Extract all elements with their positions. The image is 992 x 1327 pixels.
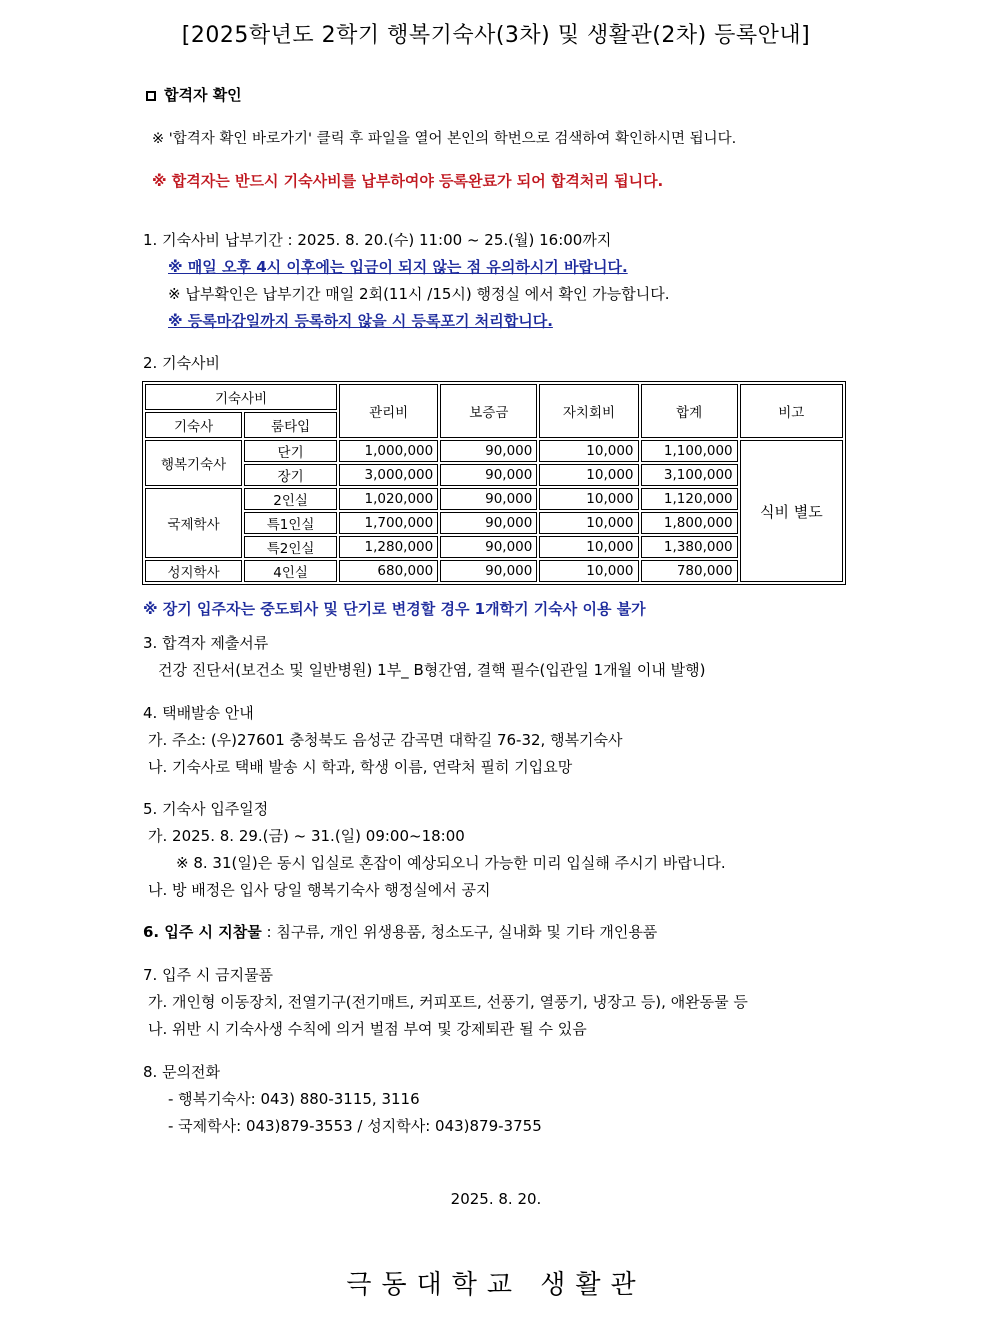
council-cell: 10,000 xyxy=(539,512,638,534)
sec5-line3: 나. 방 배정은 입사 당일 행복기숙사 행정실에서 공지 xyxy=(148,881,491,899)
dorm-cell: 성지학사 xyxy=(145,560,242,582)
check-note-1: ※ '합격자 확인 바로가기' 클릭 후 파일을 열어 본인의 학번으로 검색하여 확인하시면 됩니다. xyxy=(152,131,737,147)
notice-date: 2025. 8. 20. xyxy=(450,1190,542,1208)
total-cell: 780,000 xyxy=(641,560,738,582)
deposit-cell: 90,000 xyxy=(440,536,537,558)
header-note: 비고 xyxy=(740,384,843,438)
sec2-footnote: ※ 장기 입주자는 중도퇴사 및 단기로 변경할 경우 1개학기 기숙사 이용 불가 xyxy=(143,600,646,618)
mgmt-cell: 1,020,000 xyxy=(339,488,438,510)
council-cell: 10,000 xyxy=(539,560,638,582)
dorm-fee-table xyxy=(142,381,846,585)
page-title: [2025학년도 2학기 행복기숙사(3차) 및 생활관(2차) 등록안내] xyxy=(181,23,811,48)
sec7-line2: 나. 위반 시 기숙사생 수칙에 의거 벌점 부여 및 강제퇴관 될 수 있음 xyxy=(148,1020,587,1038)
sec5-line1: 가. 2025. 8. 29.(금) ~ 31.(일) 09:00~18:00 xyxy=(148,827,465,845)
sec2-heading: 2. 기숙사비 xyxy=(143,354,221,372)
total-cell: 1,380,000 xyxy=(641,536,738,558)
mgmt-cell: 1,700,000 xyxy=(339,512,438,534)
sec1-line3: ※ 등록마감일까지 등록하지 않을 시 등록포기 처리합니다. xyxy=(168,312,553,330)
table-row xyxy=(145,464,843,486)
dorm-cell: 국제학사 xyxy=(145,488,242,558)
room-cell: 특1인실 xyxy=(244,512,337,534)
dorm-cell: 행복기숙사 xyxy=(145,440,242,486)
sec1-line1: ※ 매일 오후 4시 이후에는 입금이 되지 않는 점 유의하시기 바랍니다. xyxy=(168,258,628,276)
total-cell: 1,800,000 xyxy=(641,512,738,534)
total-cell: 1,120,000 xyxy=(641,488,738,510)
checkbox-square-icon xyxy=(146,91,156,101)
table-row xyxy=(145,536,843,558)
room-cell: 장기 xyxy=(244,464,337,486)
deposit-cell: 90,000 xyxy=(440,440,537,462)
sec3-line1: 건강 진단서(보건소 및 일반병원) 1부_ B형간염, 결핵 필수(입관일 1개월 이내 발행) xyxy=(158,661,706,679)
sec6-text: : 침구류, 개인 위생용품, 청소도구, 실내화 및 기타 개인용품 xyxy=(261,923,658,941)
check-heading-text: 합격자 확인 xyxy=(164,86,242,104)
table-header-row xyxy=(145,384,843,410)
check-note-2: ※ 합격자는 반드시 기숙사비를 납부하여야 등록완료가 되어 합격처리 됩니다. xyxy=(152,172,664,190)
deposit-cell: 90,000 xyxy=(440,464,537,486)
total-cell: 1,100,000 xyxy=(641,440,738,462)
mgmt-cell: 1,000,000 xyxy=(339,440,438,462)
mgmt-cell: 3,000,000 xyxy=(339,464,438,486)
mgmt-cell: 680,000 xyxy=(339,560,438,582)
check-section-heading xyxy=(146,84,242,105)
header-total: 합계 xyxy=(641,384,738,438)
deposit-cell: 90,000 xyxy=(440,560,537,582)
sec7-line1: 가. 개인형 이동장치, 전열기구(전기매트, 커피포트, 선풍기, 열풍기, 냉장고 등), 애완동물 등 xyxy=(148,993,748,1011)
table-row xyxy=(145,560,843,582)
university-name: 극동대학교 생활관 xyxy=(346,1270,646,1300)
room-cell: 4인실 xyxy=(244,560,337,582)
sec8-heading: 8. 문의전화 xyxy=(143,1063,221,1081)
sec8-line1: - 행복기숙사: 043) 880-3115, 3116 xyxy=(168,1090,420,1108)
council-cell: 10,000 xyxy=(539,464,638,486)
note-cell: 식비 별도 xyxy=(740,440,843,582)
table-row xyxy=(145,440,843,462)
sec4-heading: 4. 택배발송 안내 xyxy=(143,704,254,722)
council-cell: 10,000 xyxy=(539,440,638,462)
sec8-line2: - 국제학사: 043)879-3553 / 성지학사: 043)879-3755 xyxy=(168,1117,542,1135)
council-cell: 10,000 xyxy=(539,488,638,510)
sec6-line xyxy=(143,921,657,942)
header-room: 룸타입 xyxy=(244,412,337,438)
sec5-line2: ※ 8. 31(일)은 동시 입실로 혼잡이 예상되오니 가능한 미리 입실해 주시기 바랍니다. xyxy=(176,854,726,872)
header-deposit: 보증금 xyxy=(440,384,537,438)
room-cell: 2인실 xyxy=(244,488,337,510)
sec1-line2: ※ 납부확인은 납부기간 매일 2회(11시 /15시) 행정실 에서 확인 가능합니다. xyxy=(168,285,670,303)
sec4-line1: 가. 주소: (우)27601 충청북도 음성군 감곡면 대학길 76-32, 행복기숙사 xyxy=(148,731,623,749)
room-cell: 특2인실 xyxy=(244,536,337,558)
header-council: 자치회비 xyxy=(539,384,638,438)
sec5-heading: 5. 기숙사 입주일정 xyxy=(143,800,269,818)
table-row xyxy=(145,488,843,510)
sec7-heading: 7. 입주 시 금지물품 xyxy=(143,966,274,984)
room-cell: 단기 xyxy=(244,440,337,462)
council-cell: 10,000 xyxy=(539,536,638,558)
table-row xyxy=(145,512,843,534)
header-fee: 기숙사비 xyxy=(145,384,337,410)
sec4-line2: 나. 기숙사로 택배 발송 시 학과, 학생 이름, 연락처 필히 기입요망 xyxy=(148,758,573,776)
deposit-cell: 90,000 xyxy=(440,488,537,510)
sec6-heading: 6. 입주 시 지참물 xyxy=(143,923,262,941)
sec1-heading: 1. 기숙사비 납부기간 : 2025. 8. 20.(수) 11:00 ~ 25.(월) 16:00까지 xyxy=(143,231,612,249)
header-dorm: 기숙사 xyxy=(145,412,242,438)
sec3-heading: 3. 합격자 제출서류 xyxy=(143,634,269,652)
header-mgmt: 관리비 xyxy=(339,384,438,438)
mgmt-cell: 1,280,000 xyxy=(339,536,438,558)
deposit-cell: 90,000 xyxy=(440,512,537,534)
total-cell: 3,100,000 xyxy=(641,464,738,486)
